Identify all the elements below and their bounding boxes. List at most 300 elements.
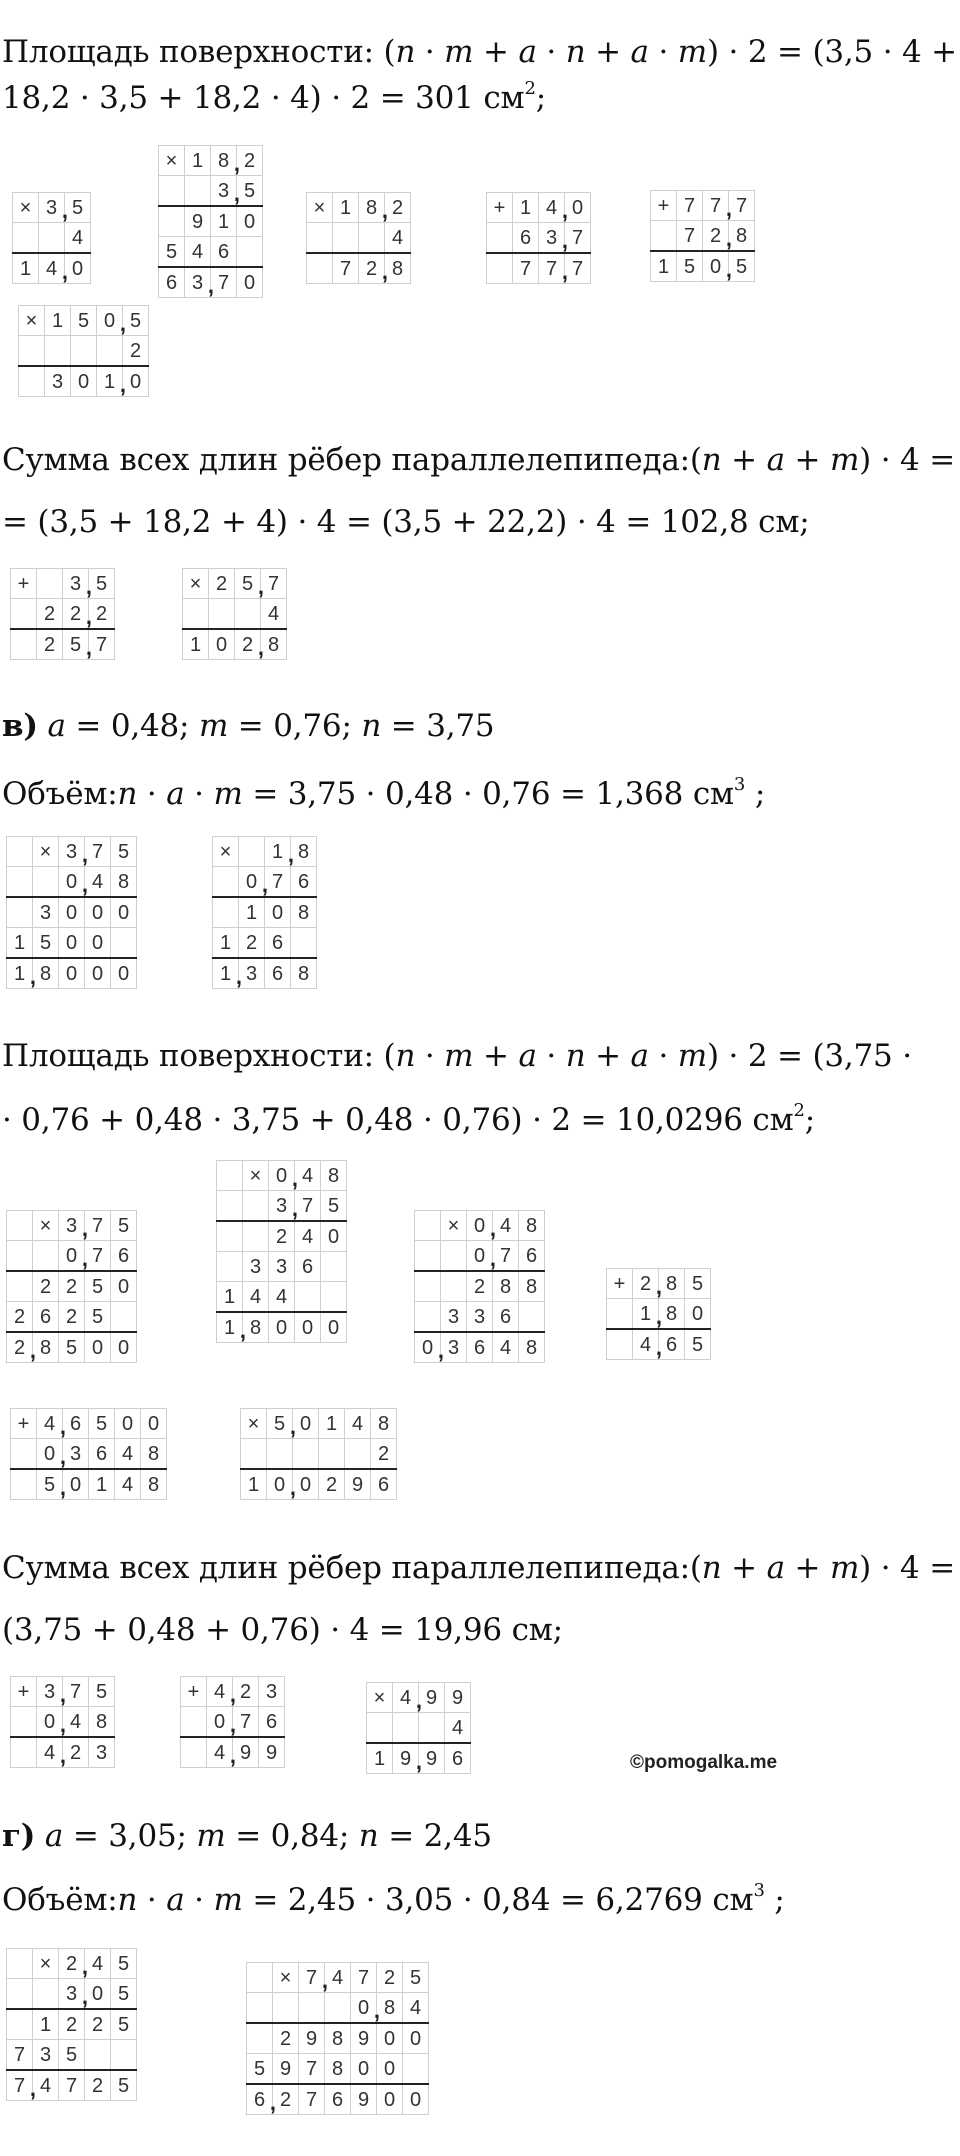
calc-cell: 4	[115, 1439, 141, 1470]
calc-row	[217, 1312, 347, 1343]
calc-cell	[217, 1161, 243, 1191]
calc-cell: 1 ,	[217, 1312, 243, 1343]
calc-cell: 0	[111, 1271, 137, 1302]
calc-cell: 1	[211, 206, 237, 237]
calc-cell	[181, 1707, 207, 1738]
calc-cell: 5	[403, 1963, 429, 1993]
calc-row	[213, 897, 317, 928]
calc-cell: 0 ,	[97, 306, 123, 336]
calc-2-85-plus-1-80	[606, 1268, 711, 1360]
calc-row	[183, 599, 287, 630]
calc-cell	[7, 1271, 33, 1302]
calc-cell: 6	[259, 1707, 285, 1738]
calc-row	[213, 928, 317, 959]
calc-cell: 0	[321, 1221, 347, 1252]
calc-row	[19, 336, 149, 367]
calc-cell: 3 ,	[185, 267, 211, 298]
calc-cell: 5	[685, 1329, 711, 1360]
surface-area-formula-line-1: Площадь поверхности: (𝑛 · 𝑚 + 𝑎 · 𝑛 + 𝑎 · 𝑚) · 2 = (3,5 · 4 +	[2, 34, 957, 70]
calc-cell: 1 ,	[265, 837, 291, 867]
calc-cell: 2	[59, 1302, 85, 1333]
calc-cell: 0	[59, 897, 85, 928]
calc-cell: 5	[685, 1269, 711, 1299]
calc-cell	[85, 2040, 111, 2071]
calc-cell	[19, 336, 45, 367]
calc-row	[487, 223, 591, 254]
calc-cell: 4	[85, 867, 111, 898]
calc-cell: 4	[295, 1221, 321, 1252]
calc-cell: 8	[493, 1271, 519, 1302]
calc-cell: 0	[141, 1409, 167, 1439]
edge-sum-formula-v-line-2: (3,75 + 0,48 + 0,76) · 4 = 19,96 см;	[2, 1612, 563, 1648]
calc-cell: 7 ,	[299, 1963, 325, 1993]
calc-row	[159, 237, 263, 268]
calc-cell: 0	[65, 253, 91, 284]
calc-cell: 4	[385, 223, 411, 254]
calc-cell: 7	[85, 1241, 111, 1272]
calc-cell: 5	[111, 837, 137, 867]
calc-row	[651, 251, 755, 282]
calc-cell: 0	[111, 1332, 137, 1363]
calc-cell	[37, 569, 63, 599]
calc-cell: 5	[59, 1332, 85, 1363]
calc-cell	[11, 1737, 37, 1768]
calc-row	[213, 837, 317, 867]
calc-cell	[7, 1949, 33, 1979]
calc-cell: 0	[123, 366, 149, 397]
calc-cell: 2	[59, 1271, 85, 1302]
calc-grid	[486, 192, 591, 284]
calc-cell: 9	[299, 2023, 325, 2054]
calc-row	[7, 1211, 137, 1241]
calc-cell: 6	[33, 1302, 59, 1333]
calc-cell: 4	[85, 1949, 111, 1979]
calc-cell: 7	[89, 629, 115, 660]
calc-cell: 0	[403, 2023, 429, 2054]
calc-row	[247, 1963, 429, 1993]
calc-row	[217, 1282, 347, 1313]
calc-cell: 3	[441, 1302, 467, 1333]
calc-cell: 0	[85, 897, 111, 928]
calc-row	[213, 867, 317, 898]
calc-cell: 4	[33, 2070, 59, 2101]
calc-cell: 2 ,	[59, 1949, 85, 1979]
calc-row	[367, 1713, 471, 1744]
surface-area-formula-v-line-2: · 0,76 + 0,48 · 3,75 + 0,48 · 0,76) · 2 = 10,0296 $см^2$;	[2, 1100, 816, 1138]
calc-cell	[213, 867, 239, 898]
calc-cell: 5	[111, 1211, 137, 1241]
calc-cell: 8	[33, 1332, 59, 1363]
calc-18-2-times-4	[306, 192, 411, 284]
calc-cell: +	[487, 193, 513, 223]
calc-cell: 1	[651, 251, 677, 282]
calc-cell: 4	[345, 1409, 371, 1439]
part-g-values: г) 𝑎 = 3,05; 𝑚 = 0,84; 𝑛 = 2,45	[2, 1818, 492, 1854]
calc-cell: 0	[71, 366, 97, 397]
calc-cell: 9	[419, 1683, 445, 1713]
calc-cell: 3	[441, 1332, 467, 1363]
calc-cell: 6	[659, 1329, 685, 1360]
calc-cell: 8	[33, 958, 59, 989]
calc-cell: 0 ,	[269, 1161, 295, 1191]
volume-formula-g: Объём:𝑛 · 𝑎 · 𝑚 = 2,45 · 3,05 · 0,84 = 6,2769 $см^3$ ;	[2, 1880, 785, 1918]
calc-cell: 1	[239, 897, 265, 928]
calc-77-7-plus-72-8	[650, 190, 755, 282]
calc-cell: 0 ,	[351, 1993, 377, 2024]
calc-row	[7, 837, 137, 867]
calc-row	[607, 1269, 711, 1299]
calc-cell: ×	[441, 1211, 467, 1241]
calc-cell: 0	[565, 193, 591, 223]
calc-cell: 0	[295, 1312, 321, 1343]
calc-row	[7, 2070, 137, 2101]
calc-cell: 5	[89, 569, 115, 599]
calc-cell: 3	[259, 1677, 285, 1707]
calc-cell: 5 ,	[63, 629, 89, 660]
calc-cell	[415, 1271, 441, 1302]
calc-cell: 8	[291, 958, 317, 989]
calc-row	[487, 193, 591, 223]
calc-cell	[71, 336, 97, 367]
calc-cell	[415, 1211, 441, 1241]
calc-cell: ×	[243, 1161, 269, 1191]
calc-cell	[183, 599, 209, 630]
calc-row	[415, 1302, 545, 1333]
calc-cell: 2	[209, 569, 235, 599]
calc-cell: 5	[247, 2054, 273, 2085]
calc-cell: 7	[59, 2070, 85, 2101]
calc-cell: 8 ,	[211, 146, 237, 176]
calc-cell: 5	[321, 1191, 347, 1222]
calc-cell: 4	[185, 237, 211, 268]
calc-cell: 6	[265, 958, 291, 989]
calc-14-plus-63-7	[486, 192, 591, 284]
calc-cell: 5	[111, 2070, 137, 2101]
calc-cell: 7 ,	[7, 2070, 33, 2101]
calc-row	[7, 1332, 137, 1363]
calc-cell	[181, 1737, 207, 1768]
calc-cell: 2	[85, 2009, 111, 2040]
calc-3-5-plus-22-2	[10, 568, 115, 660]
calc-cell	[217, 1191, 243, 1222]
calc-row	[11, 1469, 167, 1500]
calc-row	[415, 1241, 545, 1272]
calc-cell: 2 ,	[7, 1332, 33, 1363]
calc-row	[213, 958, 317, 989]
calc-row	[11, 1707, 115, 1738]
calc-cell: 5 ,	[37, 1469, 63, 1500]
calc-cell: 3 ,	[59, 1211, 85, 1241]
calc-cell: 0 ,	[59, 1241, 85, 1272]
calc-cell: 7	[299, 2054, 325, 2085]
calc-cell	[33, 867, 59, 898]
calc-cell: 4	[269, 1282, 295, 1313]
calc-row	[13, 253, 91, 284]
calc-cell: 8	[519, 1211, 545, 1241]
calc-cell: 7	[333, 253, 359, 284]
calc-cell: 7	[295, 1191, 321, 1222]
calc-cell: 5	[729, 251, 755, 282]
calc-grid	[366, 1682, 471, 1774]
calc-3-75-plus-0-48	[10, 1676, 115, 1768]
calc-row	[181, 1707, 285, 1738]
calc-cell	[45, 336, 71, 367]
calc-cell: 9 ,	[393, 1743, 419, 1774]
calc-cell: 5	[677, 251, 703, 282]
calc-cell: 8	[291, 897, 317, 928]
calc-cell: 1	[45, 306, 71, 336]
calc-cell: 7	[513, 253, 539, 284]
calc-cell: 0	[85, 928, 111, 959]
calc-cell: 5	[89, 1409, 115, 1439]
calc-cell	[7, 1241, 33, 1272]
calc-row	[19, 366, 149, 397]
calc-cell: 1	[7, 928, 33, 959]
calc-cell: 0	[265, 897, 291, 928]
calc-cell	[607, 1299, 633, 1330]
calc-3-75-times-0-48	[6, 836, 137, 989]
calc-grid	[6, 836, 137, 989]
calc-cell: 5	[59, 2040, 85, 2071]
calc-cell: 6	[513, 223, 539, 254]
calc-cell	[307, 253, 333, 284]
calc-cell: 6	[467, 1332, 493, 1363]
calc-row	[7, 897, 137, 928]
calc-cell: 7	[565, 223, 591, 254]
calc-cell: 0	[293, 1469, 319, 1500]
calc-cell: ×	[33, 1949, 59, 1979]
calc-grid	[240, 1408, 397, 1500]
calc-row	[7, 1271, 137, 1302]
calc-cell: 7	[7, 2040, 33, 2071]
calc-grid	[180, 1676, 285, 1768]
calc-cell: 8	[371, 1409, 397, 1439]
calc-cell	[247, 1963, 273, 1993]
calc-row	[241, 1469, 397, 1500]
calc-cell: 3 ,	[211, 176, 237, 207]
calc-cell: ×	[307, 193, 333, 223]
calc-row	[415, 1332, 545, 1363]
calc-cell	[11, 1469, 37, 1500]
calc-cell: 1	[185, 146, 211, 176]
calc-18-2-times-3-5	[158, 145, 263, 298]
calc-cell: +	[651, 191, 677, 221]
calc-cell	[11, 1439, 37, 1470]
part-v-values: в) 𝑎 = 0,48; 𝑚 = 0,76; 𝑛 = 3,75	[2, 708, 495, 744]
calc-row	[11, 1439, 167, 1470]
calc-row	[307, 223, 411, 254]
calc-cell	[291, 928, 317, 959]
calc-cell: 6	[295, 1252, 321, 1282]
calc-cell: 3 ,	[63, 569, 89, 599]
calc-cell: 6	[445, 1743, 471, 1774]
calc-cell	[487, 253, 513, 284]
calc-cell	[19, 366, 45, 397]
calc-cell: 7	[677, 191, 703, 221]
calc-grid	[606, 1268, 711, 1360]
calc-cell: 8	[325, 2054, 351, 2085]
calc-cell: 3	[239, 958, 265, 989]
calc-row	[11, 1737, 115, 1768]
calc-cell: 7	[233, 1707, 259, 1738]
calc-cell: 2 ,	[235, 629, 261, 660]
calc-cell: 2	[385, 193, 411, 223]
calc-cell: 3 ,	[59, 837, 85, 867]
calc-cell: 0	[85, 1979, 111, 2010]
calc-cell	[111, 1302, 137, 1333]
calc-row	[307, 193, 411, 223]
calc-grid	[10, 1676, 115, 1768]
calc-row	[607, 1329, 711, 1360]
calc-cell: 7	[493, 1241, 519, 1272]
calc-cell: 5	[71, 306, 97, 336]
calc-cell: 5	[85, 1271, 111, 1302]
calc-5-0148-times-2	[240, 1408, 397, 1500]
calc-cell	[319, 1439, 345, 1470]
calc-cell: 1	[213, 928, 239, 959]
calc-cell: 2 ,	[633, 1269, 659, 1299]
calc-cell: ×	[241, 1409, 267, 1439]
calc-cell: 4 ,	[37, 1409, 63, 1439]
calc-cell: 6	[89, 1439, 115, 1470]
calc-cell: 2	[33, 1271, 59, 1302]
calc-cell	[607, 1329, 633, 1360]
calc-cell	[651, 221, 677, 252]
calc-cell: 3	[467, 1302, 493, 1333]
calc-row	[7, 928, 137, 959]
calc-row	[651, 191, 755, 221]
calc-cell: 6	[325, 2084, 351, 2115]
calc-cell: 3	[243, 1252, 269, 1282]
calc-cell: 2	[237, 146, 263, 176]
calc-row	[159, 176, 263, 207]
calc-cell: 5	[159, 237, 185, 268]
calc-cell: 3 ,	[539, 223, 565, 254]
calc-row	[487, 253, 591, 284]
calc-cell: 8	[291, 837, 317, 867]
calc-cell: 5	[33, 928, 59, 959]
calc-grid	[414, 1210, 545, 1363]
calc-cell: 9	[445, 1683, 471, 1713]
calc-cell: 1	[513, 193, 539, 223]
calc-cell: 1	[367, 1743, 393, 1774]
calc-cell: 0	[685, 1299, 711, 1330]
calc-cell: 9	[345, 1469, 371, 1500]
calc-cell	[241, 1439, 267, 1470]
calc-cell	[33, 1979, 59, 2010]
calc-cell: 2	[89, 599, 115, 630]
calc-4-23-plus-0-76	[180, 1676, 285, 1768]
calc-cell: 0 ,	[267, 1469, 293, 1500]
calc-cell: 5	[89, 1677, 115, 1707]
calc-grid	[182, 568, 287, 660]
calc-row	[11, 599, 115, 630]
calc-cell: 0 ,	[207, 1707, 233, 1738]
calc-row	[607, 1299, 711, 1330]
watermark: ©pomogalka.me	[630, 1752, 778, 1773]
calc-cell: 7	[211, 267, 237, 298]
calc-cell: 0	[237, 267, 263, 298]
calc-row	[159, 206, 263, 237]
calc-cell: 3	[45, 366, 71, 397]
calc-row	[415, 1211, 545, 1241]
calc-cell	[519, 1302, 545, 1333]
calc-cell: 8	[141, 1439, 167, 1470]
calc-cell	[111, 928, 137, 959]
calc-cell: 5	[85, 1302, 111, 1333]
calc-cell: 3	[269, 1252, 295, 1282]
calc-cell: 2	[467, 1271, 493, 1302]
calc-cell: 7	[261, 569, 287, 599]
calc-cell	[299, 1993, 325, 2024]
calc-row	[11, 1409, 167, 1439]
calc-cell	[243, 1191, 269, 1222]
calc-7-4725-times-0-84	[246, 1962, 429, 2115]
calc-cell: 4 ,	[539, 193, 565, 223]
calc-grid	[18, 305, 149, 397]
calc-cell: 4	[403, 1993, 429, 2024]
calc-cell: 5	[111, 2009, 137, 2040]
calc-cell: 3 ,	[269, 1191, 295, 1222]
calc-cell	[185, 176, 211, 207]
calc-cell: +	[607, 1269, 633, 1299]
calc-cell	[393, 1713, 419, 1744]
calc-cell: 0	[377, 2084, 403, 2115]
calc-cell: 0	[377, 2054, 403, 2085]
calc-cell: 3 ,	[37, 1677, 63, 1707]
calc-cell	[307, 223, 333, 254]
calc-cell: 8	[519, 1332, 545, 1363]
calc-cell: 7	[351, 1963, 377, 1993]
volume-formula-v: Объём:𝑛 · 𝑎 · 𝑚 = 3,75 · 0,48 · 0,76 = 1,368 $см^3$ ;	[2, 774, 766, 812]
calc-row	[183, 569, 287, 599]
calc-cell: 5	[65, 193, 91, 223]
calc-0-48-times-0-76	[414, 1210, 545, 1363]
calc-grid	[650, 190, 755, 282]
calc-cell: 1	[183, 629, 209, 660]
calc-cell: 1	[217, 1282, 243, 1313]
calc-cell: 7	[677, 221, 703, 252]
calc-cell	[217, 1221, 243, 1252]
calc-cell: 5	[111, 1949, 137, 1979]
calc-grid	[6, 1948, 137, 2101]
calc-grid	[216, 1160, 347, 1343]
calc-cell: 8	[321, 1161, 347, 1191]
surface-area-formula-v-line-1: Площадь поверхности: (𝑛 · 𝑚 + 𝑎 · 𝑛 + 𝑎 · 𝑚) · 2 = (3,75 ·	[2, 1038, 912, 1074]
calc-cell: 4 ,	[39, 253, 65, 284]
calc-cell	[97, 336, 123, 367]
calc-cell	[321, 1282, 347, 1313]
calc-row	[217, 1191, 347, 1222]
calc-3-5-times-4	[12, 192, 91, 284]
calc-cell: 0 ,	[467, 1241, 493, 1272]
calc-cell: ×	[19, 306, 45, 336]
calc-cell	[295, 1282, 321, 1313]
calc-cell: 0	[209, 629, 235, 660]
calc-row	[181, 1677, 285, 1707]
calc-cell: 4	[65, 223, 91, 254]
calc-cell: 4 ,	[207, 1677, 233, 1707]
calc-cell: 8	[243, 1312, 269, 1343]
edge-sum-formula-v-line-1: Сумма всех длин рёбер параллелепипеда:(𝑛 + 𝑎 + 𝑚) · 4 =	[2, 1550, 955, 1586]
calc-cell: 2	[319, 1469, 345, 1500]
calc-cell: 6	[211, 237, 237, 268]
calc-cell: 0	[293, 1409, 319, 1439]
calc-cell: 6	[371, 1469, 397, 1500]
calc-row	[247, 2054, 429, 2085]
calc-cell: 4	[493, 1332, 519, 1363]
calc-cell: 2	[63, 1737, 89, 1768]
